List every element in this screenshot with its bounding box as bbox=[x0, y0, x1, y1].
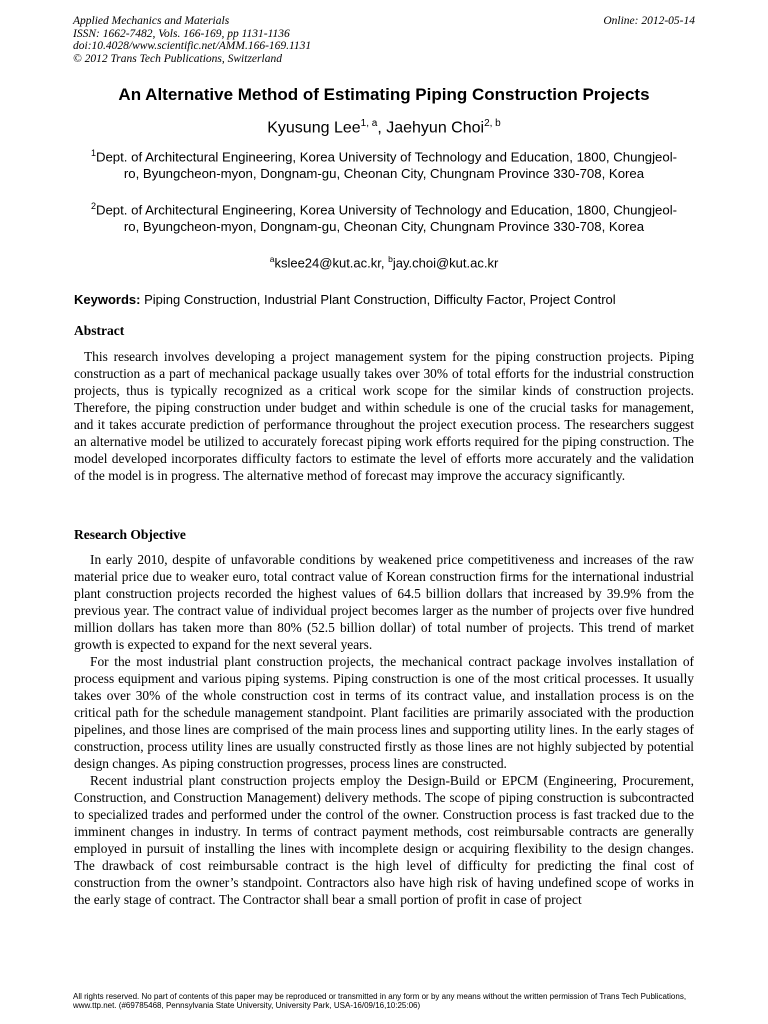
objective-paragraph-2: For the most industrial plant construction projects, the mechanical contract package involves installation of process equipment and various piping systems. Piping construction is one of the most critical processes. It usually takes over 30% of the whole construction cost in terms of its contract value, and installation process is on the critical path for the schedule management standpoint. Plant facilities are primarily associated with the production pipelines, and those lines are comprised of the main process lines and supporting utility lines. In the early stages of construction, process utility lines are usually constructed firstly as those lines are not highly subjected by potential design changes. As piping construction progresses, process lines are constructed. bbox=[74, 654, 694, 771]
journal-header bbox=[73, 15, 695, 65]
affiliation-2-mark: 2 bbox=[90, 201, 96, 211]
objective-paragraph-1: In early 2010, despite of unfavorable conditions by weakened price competitiveness and increases of the raw material price due to weaker euro, total contract value of Korean construction firms for the international industrial plant construction projects recorded the highest values of 64.5 billion dollars that increased by 39.9% from the previous year. The contract value of individual project becomes larger as the number of projects over five hundred million dollars has taken more than 80% (52.5 billion dollar) of total number of projects. This trend of market growth is expected to expand for the next several years. bbox=[74, 552, 694, 652]
email-b: jay.choi@kut.ac.kr bbox=[392, 255, 499, 271]
email-a: kslee24@kut.ac.kr bbox=[274, 255, 381, 271]
email-separator: , bbox=[380, 255, 389, 271]
affiliation-1 bbox=[90, 145, 678, 182]
doi-line: doi:10.4028/www.scientific.net/AMM.166-169.1131 bbox=[73, 40, 312, 52]
journal-name: Applied Mechanics and Materials bbox=[73, 15, 230, 27]
objective-paragraph-3: Recent industrial plant construction projects employ the Design-Build or EPCM (Engineering, Procurement, Construction, and Construction Management) delivery methods. The scope of piping construction is subcontracted to specialized trades and performed under the control of the owner. Construction process is fast tracked due to the imminent changes in industry. In terms of contract payment methods, cost reimbursable contracts are generally employed in pursuit of installing the lines with incomplete design or acquiring flexibility to the design changes. The drawback of cost reimbursable contract is the high level of difficulty for predicting the final cost of construction from the owner’s standpoint. Contractors also have high risk of having undefined scope of works in the early stage of contract. The Contractor shall bear a small portion of profit in case of project bbox=[74, 773, 694, 907]
research-objective-body bbox=[74, 551, 694, 908]
research-objective-heading: Research Objective bbox=[74, 527, 186, 542]
abstract-body bbox=[74, 348, 694, 484]
abstract-paragraph: This research involves developing a project management system for the piping construction projects. Piping construction as a part of mechanical package usually takes over 30% of total efforts for the industrial construction projects, thus is typically recognized as a critical work scope for the similar kinds of construction projects. Therefore, the piping construction under budget and within schedule is one of the crucial tasks for management, and it takes accurate prediction of performance throughout the project execution process. The researchers suggest an alternative model be utilized to accurately forecast piping work efforts required for the piping construction. The model developed incorporates difficulty factors to estimate the level of efforts more accurately and the validation of the model is in progress. The alternative method of forecast may improve the accuracy significantly. bbox=[74, 349, 694, 483]
email-b-mark: b bbox=[388, 254, 393, 264]
online-date: Online: 2012-05-14 bbox=[603, 15, 695, 27]
affiliation-1-mark: 1 bbox=[90, 148, 96, 158]
email-a-mark: a bbox=[269, 254, 275, 264]
author-2-name: Jaehyun Choi bbox=[386, 119, 485, 137]
abstract-heading: Abstract bbox=[74, 323, 125, 338]
keywords-text: Piping Construction, Industrial Plant Construction, Difficulty Factor, Project Control bbox=[140, 292, 616, 307]
keywords-line bbox=[74, 292, 694, 307]
affiliation-1-text: Dept. of Architectural Engineering, Korea University of Technology and Education, 1800, Chungjeol-ro, Byungcheon-myon, Dongnam-gu, Cheonan City, Chungnam Province 330-708, Korea bbox=[95, 149, 678, 182]
rights-footer: All rights reserved. No part of contents of this paper may be reproduced or transmitted in any form or by any means without the written permission of Trans Tech Publications, www.ttp.net. (#69785468, Pennsylvania State University, University Park, USA-16/09/16,10:25:06) bbox=[73, 992, 687, 1010]
affiliation-2-text: Dept. of Architectural Engineering, Korea University of Technology and Education, 1800, Chungjeol-ro, Byungcheon-myon, Dongnam-gu, Cheonan City, Chungnam Province 330-708, Korea bbox=[95, 202, 678, 235]
paper-title: An Alternative Method of Estimating Piping Construction Projects bbox=[118, 85, 650, 104]
issn-line: ISSN: 1662-7482, Vols. 166-169, pp 1131-1136 bbox=[73, 27, 290, 40]
keywords-label: Keywords: bbox=[74, 292, 141, 307]
author-2-affiliation-mark: 2, b bbox=[484, 118, 501, 129]
author-1-affiliation-mark: 1, a bbox=[360, 118, 378, 129]
copyright-line: © 2012 Trans Tech Publications, Switzerland bbox=[73, 52, 282, 65]
author-separator: , bbox=[377, 119, 387, 137]
affiliation-2 bbox=[90, 198, 678, 235]
author-line bbox=[0, 118, 768, 137]
author-1-name: Kyusung Lee bbox=[267, 119, 361, 137]
email-line bbox=[0, 254, 768, 270]
